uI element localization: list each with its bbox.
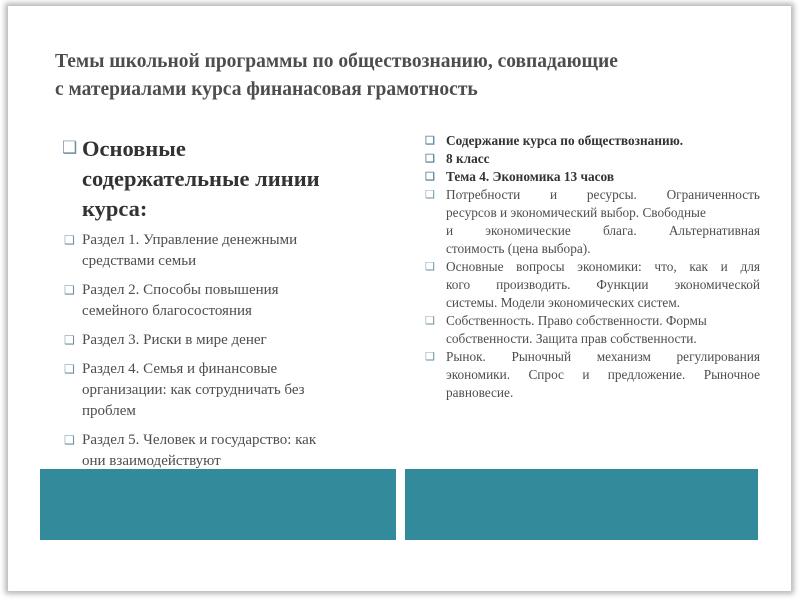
paragraph-line: стоимость (цена выбора). <box>446 241 591 256</box>
topic-label: Тема 4. Экономика 13 часов <box>446 169 615 184</box>
paragraph-line: ресурсов и экономический выбор. Свободные <box>446 205 706 220</box>
section-text: проблем <box>82 403 136 419</box>
section-text: Раздел 5. Человек и государство: как <box>82 432 317 448</box>
bullet-icon: ❑ <box>425 171 435 183</box>
bullet-icon: ❑ <box>64 362 75 376</box>
right-column <box>424 132 760 402</box>
section-text: они взаимодействуют <box>82 453 221 469</box>
heading-line: курса: <box>82 196 148 221</box>
section-text: Раздел 2. Способы повышения <box>82 282 279 298</box>
left-column <box>62 134 372 480</box>
list-item <box>62 330 372 351</box>
paragraph-line: и экономические блага. Альтернативная <box>446 223 760 238</box>
list-item <box>62 280 372 322</box>
list-item <box>62 359 372 422</box>
bullet-icon: ❑ <box>64 233 75 247</box>
footer-bar-left <box>40 469 396 540</box>
bullet-icon: ❑ <box>64 433 75 447</box>
list-item <box>424 132 760 150</box>
section-text: Раздел 4. Семья и финансовые <box>82 361 278 377</box>
bullet-icon: ❑ <box>425 351 435 363</box>
paragraph-line: Рынок. Рыночный механизм регулирования <box>446 349 760 364</box>
left-heading <box>82 134 372 224</box>
title-line: Темы школьной программы по обществознанию, совпадающие <box>55 51 618 72</box>
bullet-icon: ❑ <box>425 189 435 201</box>
paragraph-line: Основные вопросы экономики: что, как и для <box>446 259 760 274</box>
paragraph-line: системы. Модели экономических систем. <box>446 295 681 310</box>
bullet-icon: ❑ <box>425 315 435 327</box>
section-list <box>62 230 372 472</box>
list-item <box>424 150 760 168</box>
paragraph-line: равновесие. <box>446 385 514 400</box>
section-text: организации: как сотрудничать без <box>82 382 305 398</box>
list-item <box>424 258 760 312</box>
section-text: средствами семьи <box>82 253 197 269</box>
grade-label: 8 класс <box>446 151 490 166</box>
left-heading-row <box>62 134 372 224</box>
bullet-icon: ❑ <box>425 135 435 147</box>
bullet-icon: ❑ <box>62 138 78 157</box>
section-text: семейного благосостояния <box>82 303 252 319</box>
list-item <box>62 230 372 272</box>
heading-line: Основные <box>82 136 186 161</box>
course-heading: Содержание курса по обществознанию. <box>446 133 684 148</box>
bullet-icon: ❑ <box>64 333 75 347</box>
bullet-icon: ❑ <box>425 261 435 273</box>
list-item <box>62 430 372 472</box>
section-text: Раздел 1. Управление денежными <box>82 232 298 248</box>
list-item <box>424 186 760 258</box>
paragraph-line: собственности. Защита прав собственности. <box>446 331 697 346</box>
section-text: Раздел 3. Риски в мире денег <box>82 332 267 348</box>
paragraph-line: кого производить. Функции экономической <box>446 277 760 292</box>
list-item <box>424 168 760 186</box>
footer-bar-right <box>405 469 758 540</box>
bullet-icon: ❑ <box>64 283 75 297</box>
slide-title <box>55 48 775 104</box>
list-item <box>424 348 760 402</box>
paragraph-line: экономики. Спрос и предложение. Рыночное <box>446 367 760 382</box>
paragraph-line: Собственность. Право собственности. Формы <box>446 313 707 328</box>
paragraph-line: Потребности и ресурсы. Ограниченность <box>446 187 760 202</box>
list-item <box>424 312 760 348</box>
heading-line: содержательные линии <box>82 166 320 191</box>
bullet-icon: ❑ <box>425 153 435 165</box>
title-line: с материалами курса финанасовая грамотность <box>55 79 478 100</box>
